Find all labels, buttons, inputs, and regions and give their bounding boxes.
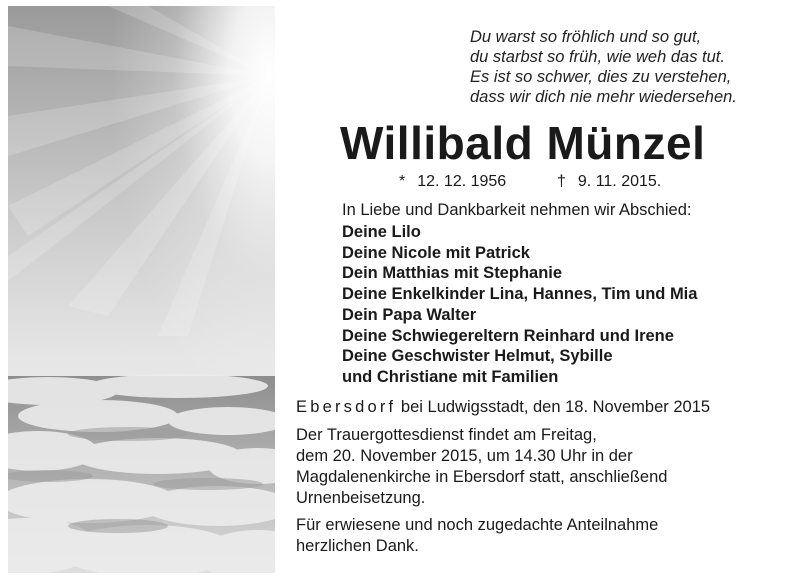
poem-line: du starbst so früh, wie weh das tut. — [470, 48, 725, 66]
sky-clouds-photo — [8, 6, 275, 573]
mourner-line: Dein Papa Walter — [342, 305, 477, 324]
place-date-text: bei Ludwigsstadt, den 18. November 2015 — [396, 398, 711, 416]
poem-line: Du warst so fröhlich und so gut, — [470, 28, 702, 46]
memorial-poem — [470, 27, 737, 107]
mourner-line: Dein Matthias mit Stephanie — [342, 264, 563, 283]
mourner-line: Deine Enkelkinder Lina, Hannes, Tim und Mia — [342, 285, 698, 304]
thanks-line: herzlichen Dank. — [296, 537, 419, 555]
thanks-line: Für erwiesene und noch zugedachte Anteilnahme — [296, 516, 659, 534]
poem-line: Es ist so schwer, dies zu verstehen, — [470, 68, 732, 86]
mourner-line: Deine Nicole mit Patrick — [342, 243, 530, 262]
service-line: Urnenbeisetzung. — [296, 489, 426, 507]
mourner-line: Deine Schwiegereltern Reinhard und Irene — [342, 326, 674, 345]
mourners-list — [342, 222, 697, 388]
service-line: dem 20. November 2015, um 14.30 Uhr in der — [296, 447, 633, 465]
mourner-line: Deine Lilo — [342, 223, 421, 241]
mourner-line: und Christiane mit Familien — [342, 367, 559, 386]
thanks-note — [296, 515, 658, 557]
funeral-service-info — [296, 425, 667, 509]
birth-date — [399, 172, 506, 192]
poem-line: dass wir dich nie mehr wiedersehen. — [470, 88, 737, 106]
farewell-intro: In Liebe und Dankbarkeit nehmen wir Abschied: — [342, 201, 692, 219]
cross-symbol: † — [557, 173, 566, 190]
death-date-text: 9. 11. 2015. — [577, 173, 662, 190]
death-date — [557, 172, 661, 192]
service-line: Der Trauergottesdienst findet am Freitag, — [296, 426, 597, 444]
mourner-line: Deine Geschwister Helmut, Sybille — [342, 347, 613, 366]
birth-date-text: 12. 12. 1956 — [417, 173, 507, 190]
birth-symbol: * — [399, 173, 406, 190]
service-line: Magdalenenkirche in Ebersdorf statt, anschließend — [296, 468, 668, 486]
town-name: Ebersdorf — [296, 398, 397, 416]
deceased-name: Willibald Münzel — [340, 117, 706, 169]
place-date-line — [296, 397, 710, 417]
